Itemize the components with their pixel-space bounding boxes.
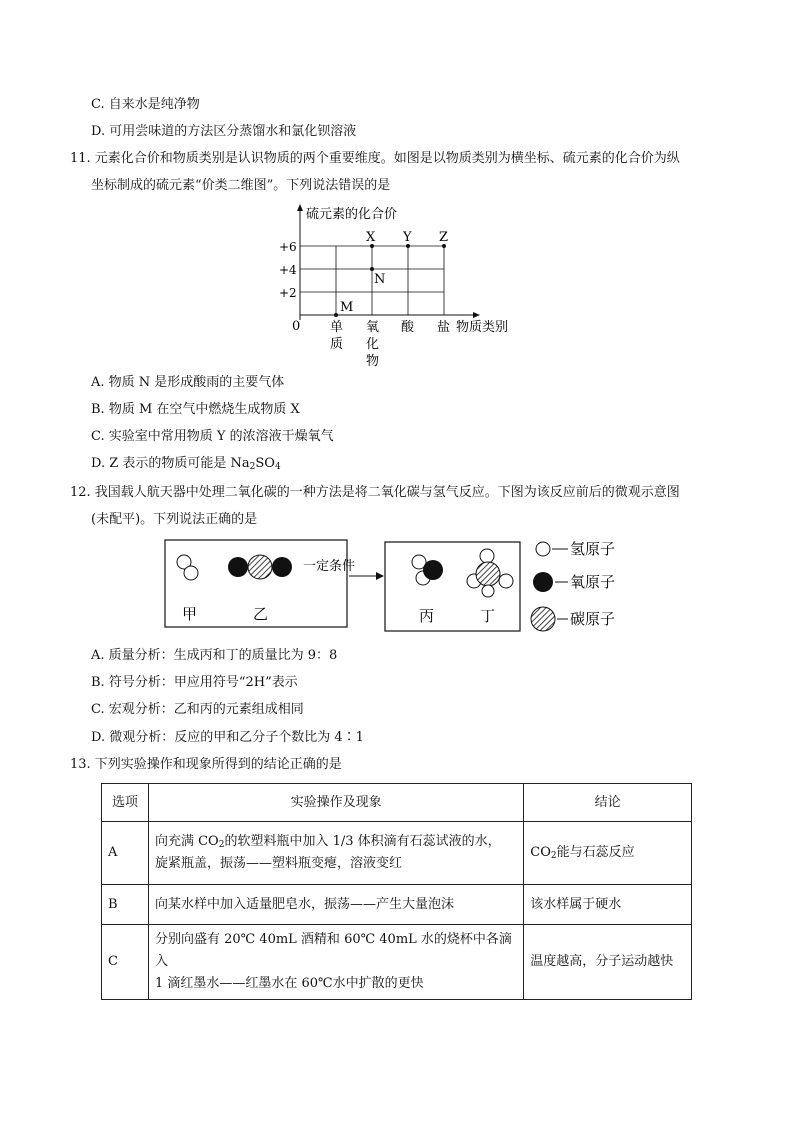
- q12-option-c: C. 宏观分析：乙和丙的元素组成相同: [91, 702, 304, 717]
- q12-stem-line1: 12. 我国载人航天器中处理二氧化碳的一种方法是将二氧化碳与氢气反应。下图为该反应前后的微观示意图: [70, 485, 680, 500]
- legend-carbon-icon: [531, 607, 555, 631]
- q12-option-b: B. 符号分析：甲应用符号“2H”表示: [91, 675, 298, 690]
- oxygen-atom: [272, 557, 292, 577]
- point-m: [334, 313, 338, 317]
- oxygen-atom: [423, 560, 443, 580]
- point-y-label: Y: [403, 230, 412, 245]
- category-element-char2: 质: [330, 337, 344, 352]
- q12-stem-line2: (未配平)。下列说法正确的是: [91, 512, 258, 527]
- product-box: [385, 542, 520, 631]
- row-a-op-pre: 向充满 CO: [154, 834, 219, 849]
- x-axis-arrow: [473, 312, 480, 318]
- q11-option-d-sub1: 2: [249, 462, 256, 472]
- q11-option-d-mid: SO: [255, 456, 275, 471]
- category-salt: 盐: [437, 320, 451, 335]
- point-m-label: M: [340, 300, 354, 315]
- q11-stem-line1: 11. 元素化合价和物质类别是认识物质的两个重要维度。如图是以物质类别为横坐标、硫元素的化合价为纵: [70, 151, 680, 166]
- legend-hydrogen-icon: [536, 542, 550, 556]
- category-oxide-char1: 氧: [366, 320, 380, 335]
- y-axis-arrow: [297, 204, 303, 211]
- table-row: [102, 822, 692, 885]
- q10-option-c: C. 自来水是纯净物: [91, 97, 200, 112]
- row-a-op-line2: 旋紧瓶盖，振荡——塑料瓶变瘪，溶液变红: [154, 856, 402, 871]
- point-z-label: Z: [439, 230, 449, 245]
- legend-oxygen-label: 氧原子: [570, 573, 616, 591]
- q12-option-d: D. 微观分析：反应的甲和乙分子个数比为 4∶1: [91, 730, 364, 745]
- legend-hydrogen-label: 氢原子: [570, 540, 616, 558]
- experiment-table: [101, 783, 692, 1000]
- chart-grid: [300, 246, 444, 315]
- q11-stem-line2: 坐标制成的硫元素“价类二维图”。下列说法错误的是: [91, 178, 391, 193]
- reactant-yi-label: 乙: [253, 605, 269, 623]
- row-a-label: A: [102, 822, 149, 885]
- reaction-condition: 一定条件: [303, 559, 356, 574]
- category-oxide-char3: 物: [366, 354, 380, 369]
- row-c-label: C: [102, 925, 149, 1000]
- row-a-con-pre: CO: [530, 845, 551, 860]
- q12-option-a: A. 质量分析：生成丙和丁的质量比为 9：8: [91, 648, 338, 663]
- row-a-con-post: 能与石蕊反应: [556, 845, 635, 860]
- row-c-operation: [148, 925, 523, 1000]
- point-n-label: N: [374, 272, 386, 287]
- legend-carbon-label: 碳原子: [570, 610, 616, 628]
- point-n: [370, 267, 374, 271]
- x-axis-label: 物质类别: [456, 320, 509, 335]
- q11-option-d-sub2: 4: [274, 462, 281, 472]
- table-row: [102, 925, 692, 1000]
- row-c-op-line2: 1 滴红墨水——红墨水在 60℃水中扩散的更快: [154, 976, 424, 991]
- row-a-conclusion: [524, 822, 692, 885]
- hydrogen-atom: [499, 574, 513, 588]
- product-bing-label: 丙: [419, 607, 435, 625]
- row-b-conclusion: 该水样属于硬水: [524, 885, 692, 925]
- q10-option-d: D. 可用尝味道的方法区分蒸馏水和氯化钡溶液: [91, 124, 357, 139]
- legend-oxygen-icon: [533, 572, 553, 592]
- origin-label: 0: [292, 319, 301, 334]
- header-conclusion: 结论: [524, 784, 692, 822]
- row-a-op-sub: 2: [218, 840, 225, 850]
- reactant-jia-label: 甲: [182, 605, 198, 623]
- row-b-label: B: [102, 885, 149, 925]
- header-option: 选项: [102, 784, 149, 822]
- q11-option-d-pre: D. Z 表示的物质可能是 Na: [91, 456, 250, 471]
- table-row: [102, 885, 692, 925]
- category-oxide-char2: 化: [366, 337, 380, 352]
- q11-option-c: C. 实验室中常用物质 Y 的浓溶液干燥氧气: [91, 429, 334, 444]
- carbon-atom: [476, 562, 500, 586]
- q11-option-a: A. 物质 N 是形成酸雨的主要气体: [91, 375, 285, 390]
- category-acid: 酸: [401, 320, 415, 335]
- q11-option-d: [91, 455, 281, 473]
- row-a-op-post: 的软塑料瓶中加入 1/3 体积滴有石蕊试液的水，: [224, 834, 501, 849]
- category-element-char1: 单: [330, 320, 344, 335]
- oxygen-atom: [228, 557, 248, 577]
- hydrogen-atom: [480, 549, 494, 563]
- header-operation: 实验操作及现象: [148, 784, 523, 822]
- ytick-plus4: +4: [279, 263, 297, 277]
- valence-category-chart: [270, 200, 530, 370]
- table-header-row: [102, 784, 692, 822]
- q11-option-b: B. 物质 M 在空气中燃烧生成物质 X: [91, 402, 300, 417]
- row-a-operation: [148, 822, 523, 885]
- row-c-conclusion: 温度越高，分子运动越快: [524, 925, 692, 1000]
- q13-stem: 13. 下列实验操作和现象所得到的结论正确的是: [70, 757, 342, 772]
- y-axis-label: 硫元素的化合价: [306, 207, 398, 222]
- point-x-label: X: [366, 230, 376, 245]
- row-b-operation: 向某水样中加入适量肥皂水，振荡——产生大量泡沫: [148, 885, 523, 925]
- row-a-con-sub: 2: [550, 851, 557, 861]
- hydrogen-atom: [482, 585, 494, 597]
- reaction-micro-diagram: [160, 535, 640, 645]
- ytick-plus6: +6: [279, 240, 297, 254]
- reaction-arrowhead: [376, 572, 384, 580]
- row-c-op-line1: 分别向盛有 20℃ 40mL 酒精和 60℃ 40mL 水的烧杯中各滴入: [154, 932, 512, 969]
- product-ding-label: 丁: [480, 607, 496, 625]
- carbon-atom: [248, 555, 272, 579]
- ytick-plus2: +2: [279, 286, 297, 300]
- hydrogen-atom: [184, 566, 198, 580]
